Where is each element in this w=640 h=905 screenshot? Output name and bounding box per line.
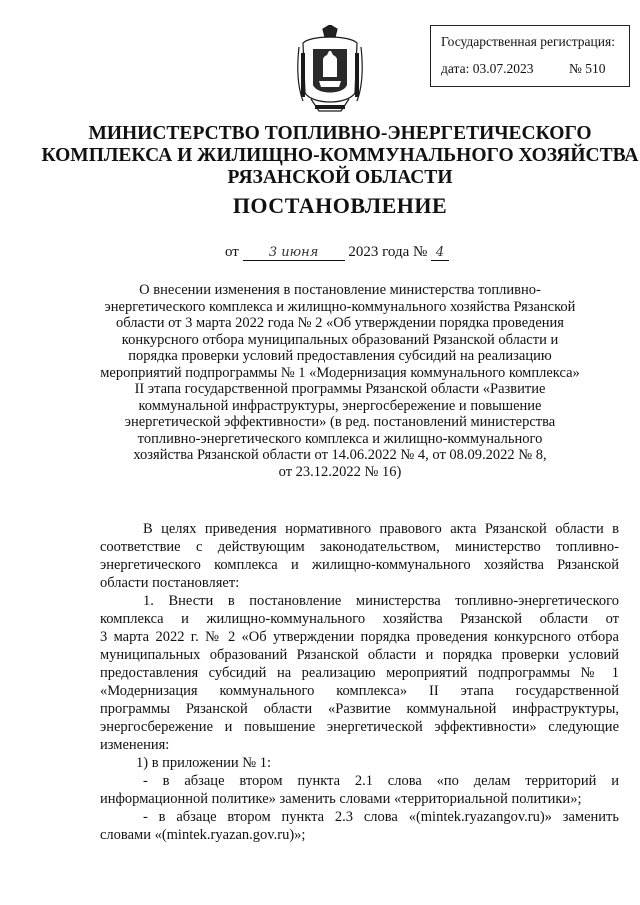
- subject-line: энергетической эффективности» (в ред. постановлений министерства: [124, 414, 556, 430]
- text-line: области постановляет:: [100, 575, 240, 591]
- text-line: словами «(mintek.ryazan.gov.ru)»;: [100, 827, 306, 843]
- date-prefix: от: [225, 244, 239, 260]
- sub-item-1: [100, 754, 619, 772]
- coat-of-arms-icon: [297, 25, 363, 117]
- subject-line: порядка проверки условий предоставления субсидий на реализацию: [128, 348, 552, 364]
- subject-line: топливно-энергетического комплекса и жилищно-коммунального: [137, 430, 543, 447]
- text-line: «Модернизация коммунального комплекса» II этапа государственной: [100, 683, 619, 699]
- subject-line: конкурсного отбора муниципальных образований Рязанской области и: [121, 331, 559, 348]
- text-line: 1) в приложении № 1:: [136, 755, 271, 771]
- registration-stamp: [430, 25, 630, 87]
- text-line: муниципальных образований Рязанской области и порядка проверки условий: [100, 647, 619, 663]
- preamble-paragraph: [100, 520, 619, 592]
- subject-line: энергетического комплекса и жилищно-коммунального хозяйства Рязанской: [104, 298, 576, 315]
- decree-subject: [80, 282, 600, 480]
- text-line: 1. Внести в постановление министерства топливно-энергетического: [143, 593, 619, 609]
- handwritten-date: 3 июня: [243, 245, 345, 261]
- ministry-heading-line-2: КОМПЛЕКСА И ЖИЛИЩНО-КОММУНАЛЬНОГО ХОЗЯЙСТВА: [41, 145, 639, 166]
- page-title: ПОСТАНОВЛЕНИЕ: [232, 193, 448, 218]
- ministry-heading-line-1: МИНИСТЕРСТВО ТОПЛИВНО-ЭНЕРГЕТИЧЕСКОГО: [88, 123, 592, 144]
- text-line: энергосбережение и повышение энергетической эффективности» следующие: [100, 719, 619, 735]
- bullet-item-2: [100, 808, 619, 844]
- text-line: изменения:: [100, 737, 170, 753]
- handwritten-number: 4: [431, 245, 449, 261]
- text-line: предоставления субсидий на реализацию мероприятий подпрограммы № 1: [100, 665, 619, 681]
- text-line: энергетического комплекса и жилищно-коммунального хозяйства Рязанской: [100, 557, 619, 573]
- text-line: В целях приведения нормативного правового акта Рязанской области в: [143, 521, 619, 537]
- subject-line: мероприятий подпрограммы № 1 «Модернизация коммунального комплекса»: [100, 364, 580, 381]
- text-line: комплекса и жилищно-коммунального хозяйства Рязанской области от: [100, 611, 619, 627]
- subject-line: хозяйства Рязанской области от 14.06.2022 № 4, от 08.09.2022 № 8,: [133, 447, 547, 463]
- subject-line: от 23.12.2022 № 16): [278, 463, 402, 480]
- bullet-item-1: [100, 772, 619, 808]
- registration-title: Государственная регистрация:: [441, 34, 615, 49]
- registration-date: дата: 03.07.2023: [441, 61, 534, 76]
- subject-line: II этапа государственной программы Рязанской области «Развитие: [134, 381, 546, 397]
- text-line: - в абзаце втором пункта 2.1 слова «по делам территорий и: [143, 773, 619, 789]
- subject-line: коммунальной инфраструктуры, энергосбережение и повышение: [138, 397, 542, 414]
- text-line: соответствие с действующим законодательством, министерство топливно-: [100, 539, 619, 555]
- item-1-paragraph: [100, 592, 619, 754]
- registration-number: № 510: [569, 61, 606, 76]
- date-year: 2023 года №: [348, 244, 428, 260]
- ministry-heading-line-3: РЯЗАНСКОЙ ОБЛАСТИ: [227, 167, 453, 188]
- text-line: 3 марта 2022 г. № 2 «Об утверждении порядка проведения конкурсного отбора: [100, 629, 619, 645]
- decree-date-line: [225, 244, 449, 261]
- text-line: программы Рязанской области «Развитие коммунальной инфраструктуры,: [100, 701, 619, 717]
- text-line: информационной политике» заменить словами «территориальной политики»;: [100, 791, 582, 807]
- text-line: - в абзаце втором пункта 2.3 слова «(mintek.ryazangov.ru)» заменить: [143, 809, 619, 825]
- subject-line: области от 3 марта 2022 года № 2 «Об утверждении порядка проведения: [116, 315, 564, 331]
- subject-line: О внесении изменения в постановление министерства топливно-: [139, 282, 541, 298]
